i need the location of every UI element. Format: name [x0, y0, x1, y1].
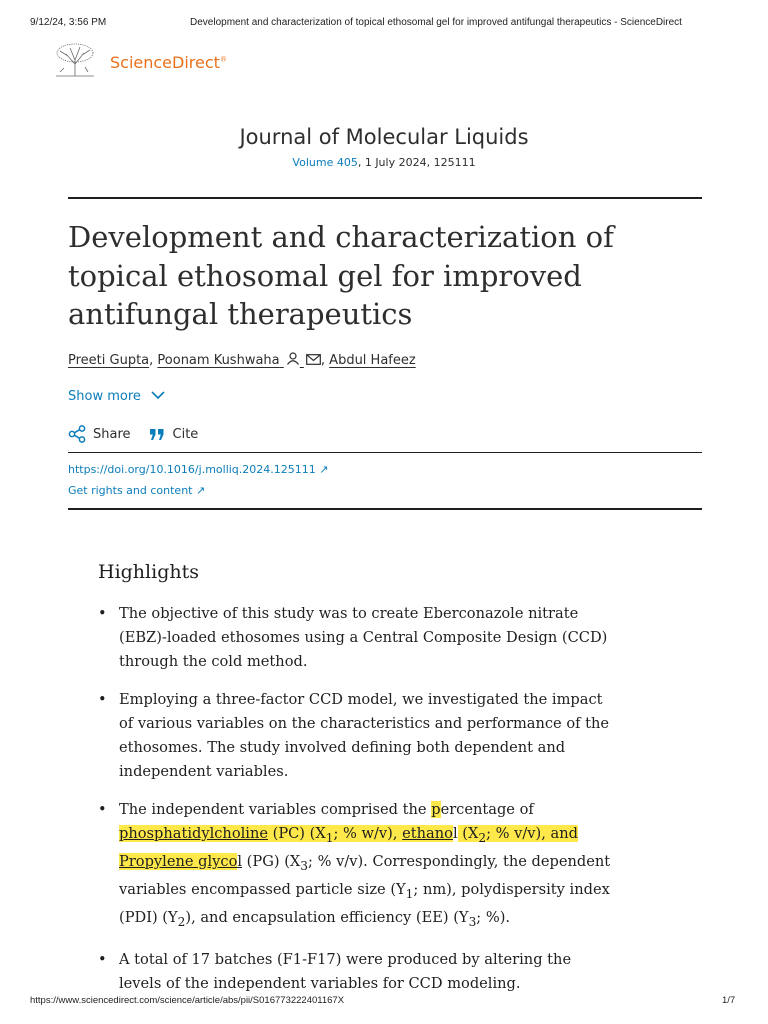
list-item: • The objective of this study was to create Eberconazole nitrate (EBZ)-loaded ethosomes using a Central Composite Design (CCD) through the cold method.: [98, 605, 608, 670]
actions-divider: [68, 452, 702, 453]
author-link[interactable]: Abdul Hafeez: [329, 353, 416, 368]
list-item: • A total of 17 batches (F1-F17) were produced by altering the levels of the independent variables for CCD modeling.: [98, 950, 572, 992]
quote-icon: [149, 428, 165, 441]
volume-line: [0, 156, 768, 169]
list-item: • The independent variables comprised the percentage of phosphatidylcholine (PC) ($X_1$; % w/v), ethanol ($X_2$; % v/v), and Propylene glycol (PG) ($X_3$; % v/v). Correspondingly, the dependent variables encompassed particle size ($Y_1$; nm), polydispersity index (PDI) $(Y_2)$, and encapsulation efficiency (EE) ($Y_3$; %).: [98, 801, 611, 929]
meta-divider: [68, 508, 702, 510]
highlights-list: [98, 602, 618, 1010]
show-more-button[interactable]: Show more: [68, 389, 165, 404]
article-actions: [68, 425, 198, 443]
volume-link[interactable]: Volume 405: [292, 156, 358, 169]
doi-link[interactable]: https://doi.org/10.1016/j.molliq.2024.125111 ↗: [68, 463, 329, 476]
share-label: Share: [93, 426, 131, 442]
highlights-heading: Highlights: [98, 561, 199, 583]
print-datetime: 9/12/24, 3:56 PM: [30, 17, 107, 28]
chevron-down-icon: [151, 391, 165, 400]
sciencedirect-wordmark[interactable]: ScienceDirect®: [110, 53, 227, 72]
rights-link[interactable]: Get rights and content ↗: [68, 484, 206, 497]
footer-url: https://www.sciencedirect.com/science/article/abs/pii/S016773222401167X: [30, 995, 345, 1006]
cite-button[interactable]: [149, 427, 199, 442]
registered-mark: ®: [219, 55, 227, 64]
author-list: Preeti Gupta, Poonam Kushwaha , Abdul Hafeez: [68, 353, 416, 368]
external-link-icon: ↗: [319, 463, 329, 476]
email-icon: [306, 354, 321, 365]
share-icon: [68, 425, 86, 443]
journal-name[interactable]: Journal of Molecular Liquids: [239, 125, 529, 149]
elsevier-tree-logo[interactable]: [52, 42, 98, 78]
issue-info: , 1 July 2024, 125111: [357, 156, 476, 169]
article-title: Development and characterization of topical ethosomal gel for improved antifungal therapeutics: [68, 220, 614, 331]
list-item: • Employing a three-factor CCD model, we investigated the impact of various variables on the characteristics and performance of the ethosomes. The study involved defining both dependent and independent variables.: [98, 691, 610, 780]
footer-page-number: 1/7: [722, 995, 736, 1006]
cite-label: Cite: [172, 426, 199, 442]
author-link[interactable]: Preeti Gupta: [68, 353, 150, 368]
header-divider: [68, 197, 702, 199]
print-page-title: Development and characterization of topical ethosomal gel for improved antifungal therapeutics - ScienceDirect: [190, 17, 682, 28]
share-button[interactable]: [68, 425, 131, 443]
external-link-icon: ↗: [195, 484, 206, 497]
highlight-item-rich: The independent variables comprised the percentage of phosphatidylcholine (PC) ($X_1$; % w/v), ethanol ($X_2$; % v/v), and Propylene glycol (PG) ($X_3$; % v/v). Correspondingly, the dependent variables encompassed particle size ($Y_1$; nm), polydispersity index (PDI) $(Y_2)$, and encapsulation efficiency (EE) ($Y_3$; %).: [119, 801, 611, 929]
author-link-corresponding[interactable]: Poonam Kushwaha: [157, 353, 321, 368]
person-icon: [286, 352, 300, 365]
